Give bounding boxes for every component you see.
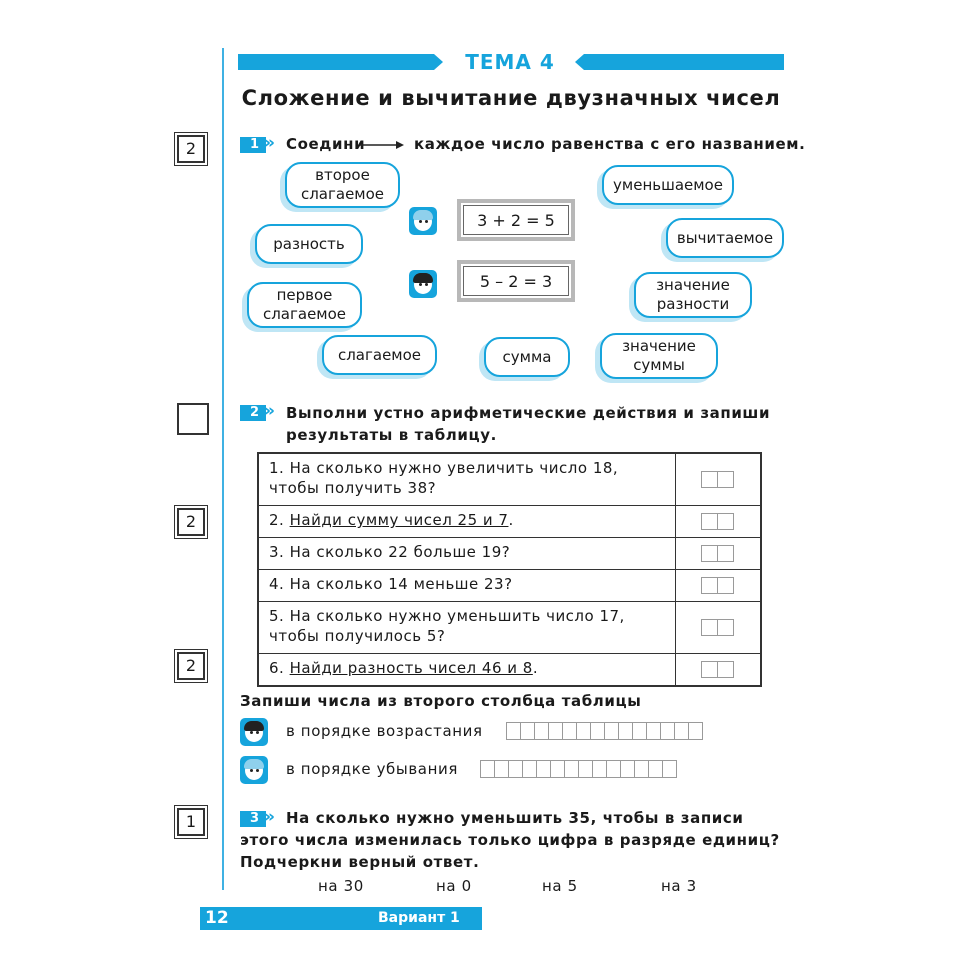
table-row — [259, 454, 760, 505]
term-second-addend[interactable]: второе слагаемое — [285, 162, 400, 208]
boy-face-icon — [240, 718, 268, 746]
task2-text: Выполни устно арифметические действия и запиши результаты в таблицу. — [286, 404, 771, 444]
table-row — [259, 653, 760, 685]
term-sum-value[interactable]: значение суммы — [600, 333, 718, 379]
table-row — [259, 505, 760, 537]
arrow-right-icon — [360, 139, 404, 151]
boy-face-icon — [409, 270, 437, 298]
question-cell — [259, 602, 676, 653]
score-box-task3: 1 — [177, 808, 205, 836]
question-cell — [259, 654, 676, 685]
ascending-answer-cells[interactable] — [507, 722, 703, 740]
topic-label: ТЕМА 4 — [465, 50, 555, 74]
answers-table — [257, 452, 762, 687]
answer-cell[interactable] — [676, 454, 760, 505]
term-first-addend[interactable]: первое слагаемое — [247, 282, 362, 328]
question-text-line2: чтобы получить 38? — [269, 479, 437, 497]
answer-option[interactable]: на 30 — [318, 877, 364, 895]
score-box-task1: 2 — [177, 135, 205, 163]
margin-line — [222, 48, 224, 890]
term-sum[interactable]: сумма — [484, 337, 570, 377]
question-cell — [259, 570, 676, 601]
term-minuend[interactable]: уменьшаемое — [602, 165, 734, 205]
answer-cell[interactable] — [676, 570, 760, 601]
term-difference-value[interactable]: значение разности — [634, 272, 752, 318]
page-number: 12 — [205, 908, 229, 928]
score-box-task2-a: 2 — [177, 508, 205, 536]
descending-label: в порядке убывания — [286, 760, 458, 778]
answer-cell[interactable] — [676, 538, 760, 569]
header-band-right — [584, 54, 784, 70]
answer-cell[interactable] — [676, 506, 760, 537]
header-band-left — [238, 54, 434, 70]
task3-text: На сколько нужно уменьшить 35, чтобы в записи этого числа изменилась только цифра в разряде единиц? Подчеркни верный ответ. — [240, 809, 780, 871]
write-prompt: Запиши числа из второго столбца таблицы — [240, 692, 642, 710]
task3-badge: 3 » — [240, 811, 266, 827]
variant-label: Вариант 1 — [378, 910, 460, 926]
ascending-label: в порядке возрастания — [286, 722, 483, 740]
question-cell — [259, 506, 676, 537]
descending-answer-cells[interactable] — [481, 760, 677, 778]
term-difference[interactable]: разность — [255, 224, 363, 264]
term-subtrahend[interactable]: вычитаемое — [666, 218, 784, 258]
task1-text-after: каждое число равенства с его названием. — [414, 135, 806, 153]
question-text-underlined: Найди разность чисел 46 и 8 — [289, 659, 533, 677]
question-text: 4. На сколько 14 меньше 23? — [269, 575, 513, 593]
question-text: 6. — [269, 659, 290, 677]
question-text: 2. — [269, 511, 290, 529]
answer-option[interactable]: на 0 — [436, 877, 472, 895]
answer-option[interactable]: на 3 — [661, 877, 697, 895]
task1-text-before: Соедини — [286, 135, 366, 153]
table-row — [259, 537, 760, 569]
answer-cell[interactable] — [676, 654, 760, 685]
page-title: Сложение и вычитание двузначных чисел — [241, 86, 781, 110]
question-cell — [259, 538, 676, 569]
table-row — [259, 569, 760, 601]
score-box-task2[interactable] — [177, 403, 209, 435]
task1-badge: 1 » — [240, 137, 266, 153]
girl-face-icon — [240, 756, 268, 784]
question-cell — [259, 454, 676, 505]
question-text: 5. На сколько нужно уменьшить число 17, — [269, 607, 625, 625]
question-text: 3. На сколько 22 больше 19? — [269, 543, 511, 561]
table-row — [259, 601, 760, 653]
answer-option[interactable]: на 5 — [542, 877, 578, 895]
question-text: 1. На сколько нужно увеличить число 18, — [269, 459, 619, 477]
question-text-underlined: Найди сумму чисел 25 и 7 — [289, 511, 509, 529]
question-text-end: . — [508, 511, 514, 529]
equation-sum[interactable]: 3 + 2 = 5 — [457, 199, 575, 241]
girl-face-icon — [409, 207, 437, 235]
task2-badge: 2 » — [240, 405, 266, 421]
question-text-line2: чтобы получилось 5? — [269, 627, 446, 645]
answer-cell[interactable] — [676, 602, 760, 653]
question-text-end: . — [532, 659, 539, 677]
equation-difference[interactable]: 5 – 2 = 3 — [457, 260, 575, 302]
term-addend[interactable]: слагаемое — [322, 335, 437, 375]
score-box-task2-b: 2 — [177, 652, 205, 680]
